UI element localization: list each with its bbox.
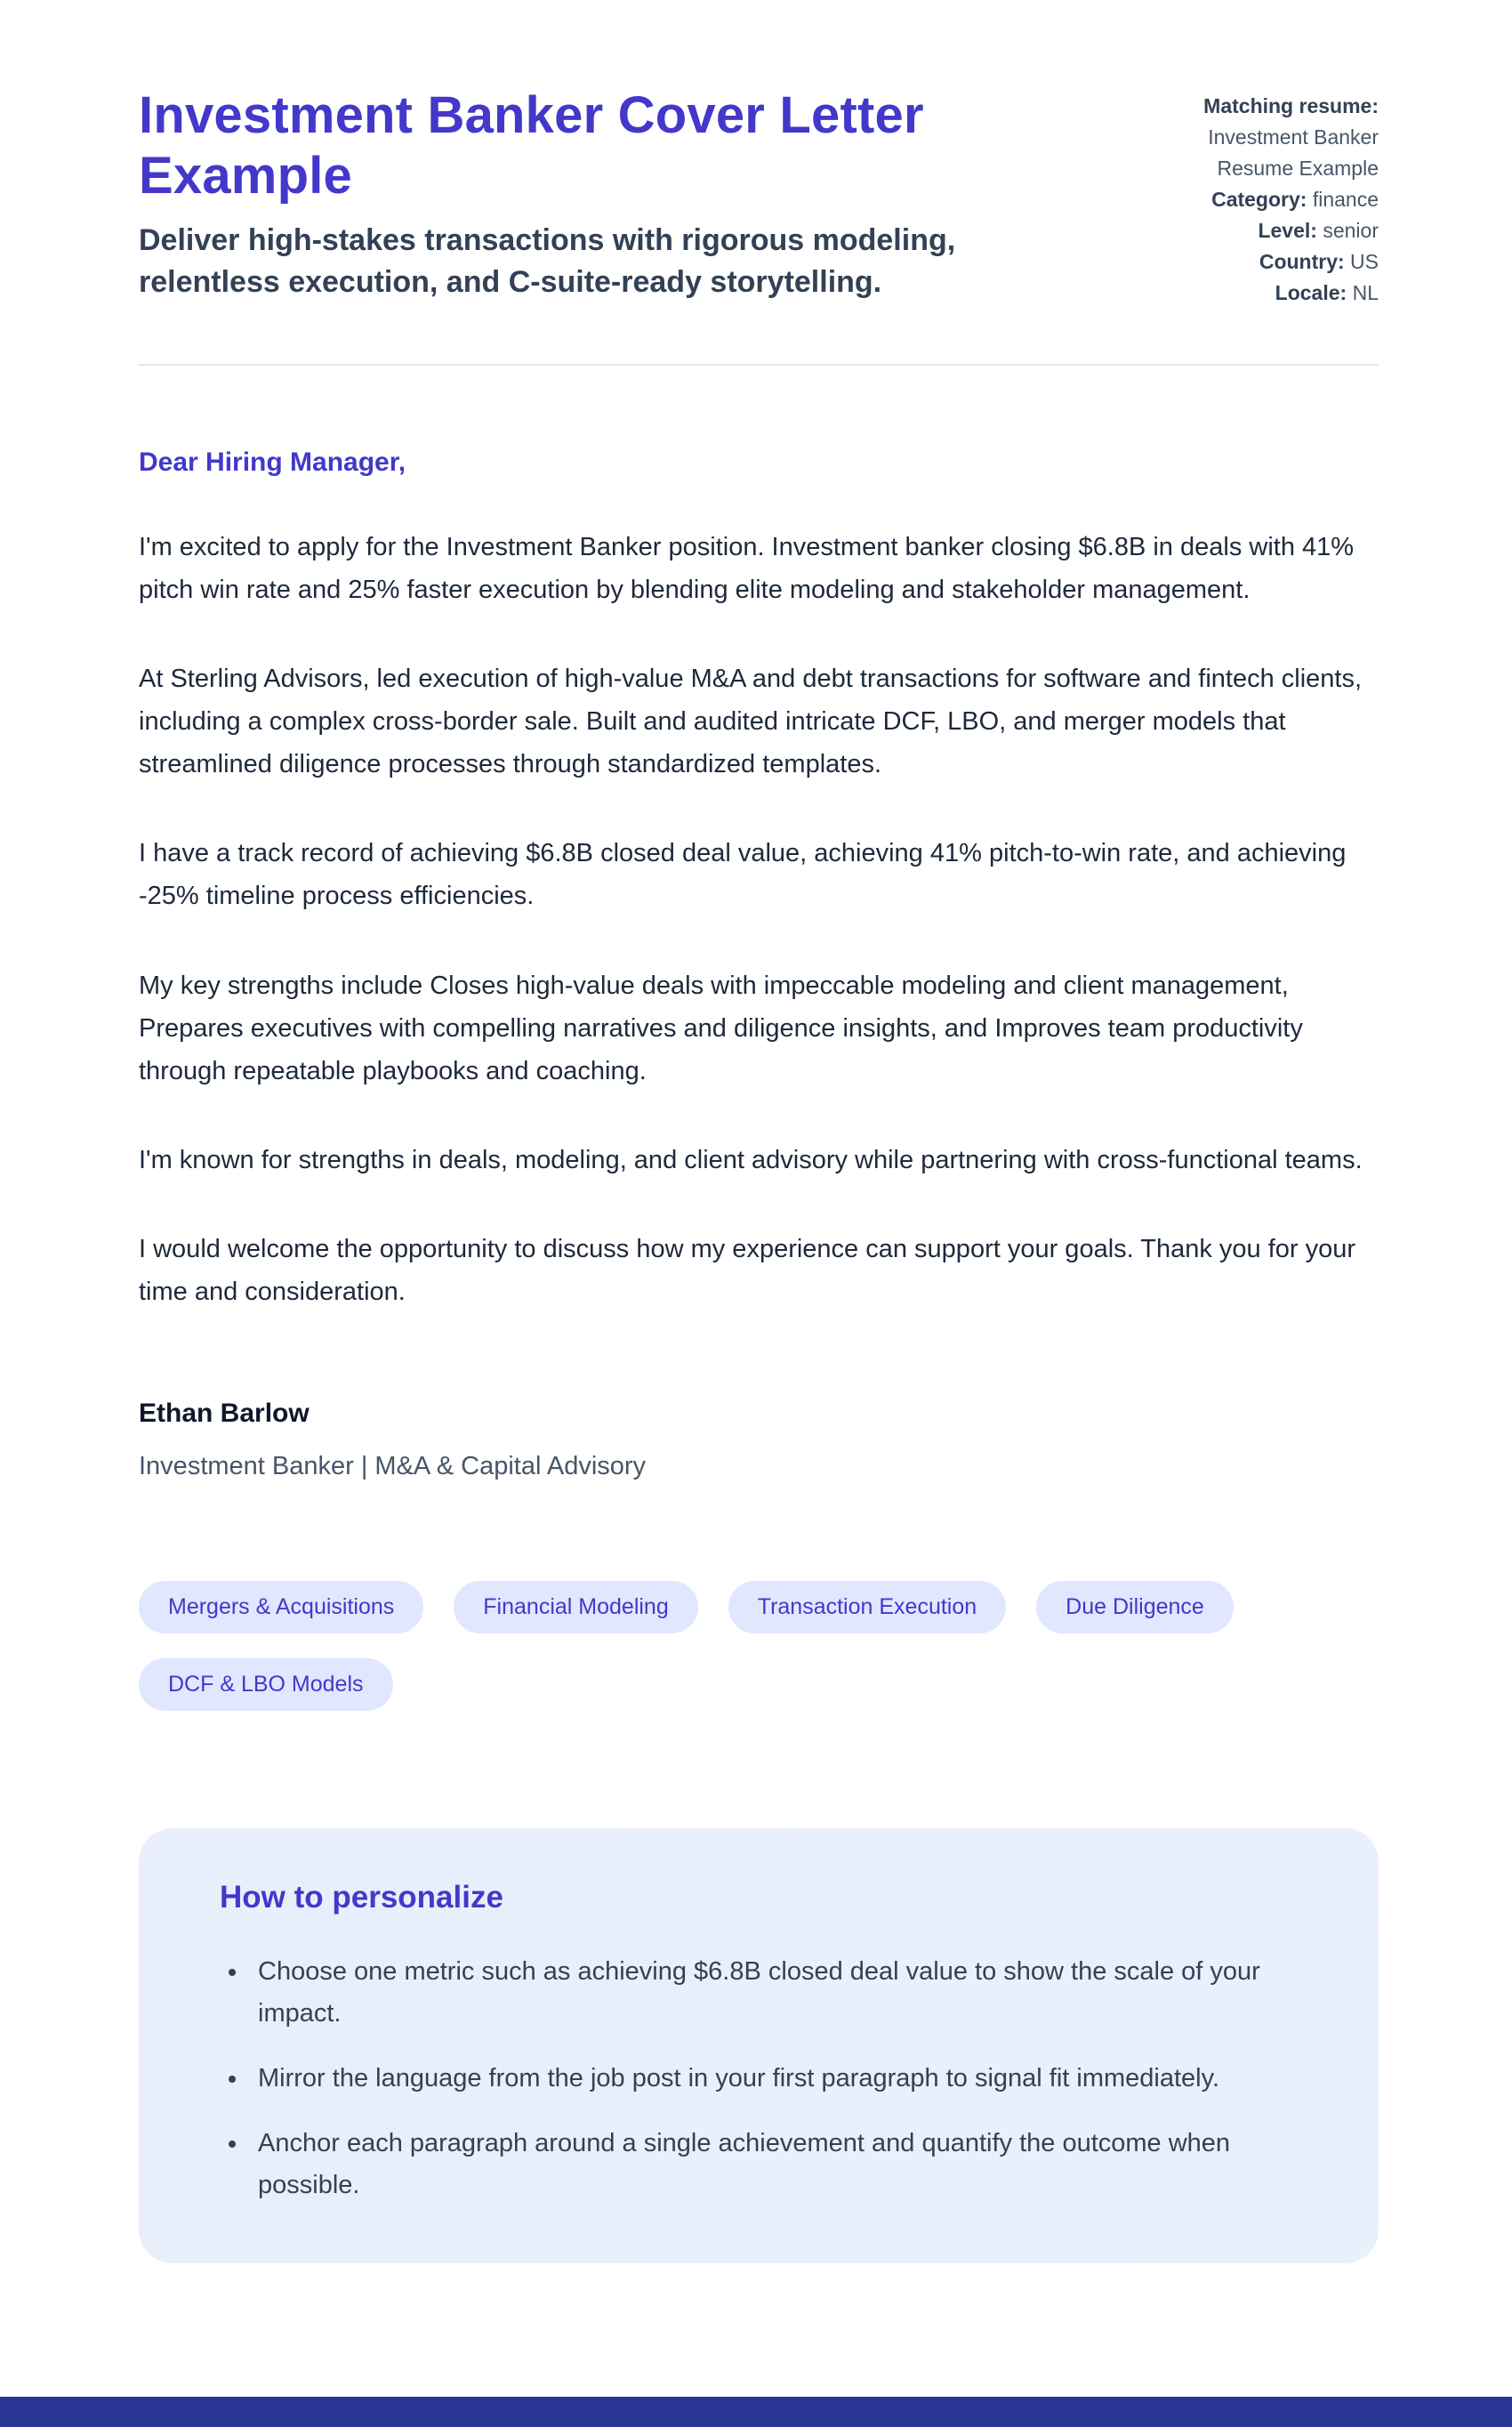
- letter-paragraph: I'm known for strengths in deals, modeling, and client advisory while partnering with cross-functional teams.: [139, 1145, 1363, 1174]
- meta-field: [1156, 215, 1379, 246]
- personalize-box: [139, 1828, 1379, 2263]
- signature-title: Investment Banker | M&A & Capital Advisory: [139, 1452, 647, 1481]
- meta-field-value: senior: [1323, 218, 1379, 242]
- signature-name: Ethan Barlow: [139, 1399, 310, 1429]
- meta-resume-value: Investment Banker Resume Example: [1208, 125, 1379, 180]
- skill-tag: Financial Modeling: [454, 1581, 697, 1633]
- skill-tags: [139, 1581, 1379, 1711]
- letter-paragraph: My key strengths include Closes high-value deals with impeccable modeling and client management, Prepares executives with compelling narratives and diligence insights, and Improves team productivity through repeatable playbooks and coaching.: [139, 971, 1303, 1085]
- personalize-tip: • Mirror the language from the job post in your first paragraph to signal fit immediately.: [249, 2058, 1318, 2100]
- meta-field-label: Category:: [1211, 187, 1307, 211]
- meta-resume-label: Matching resume:: [1203, 94, 1379, 117]
- letter-section: [139, 448, 1379, 1482]
- letter-body: [139, 526, 1379, 1314]
- salutation: Dear Hiring Manager,: [139, 447, 406, 477]
- letter-paragraph: At Sterling Advisors, led execution of high-value M&A and debt transactions for software and fintech clients, including a complex cross-border sale. Built and audited intricate DCF, LBO, and merger models that streamlined diligence processes through standardized templates.: [139, 664, 1363, 779]
- page-title: Investment Banker Cover Letter Example: [139, 86, 924, 206]
- page-header: [139, 85, 1379, 309]
- personalize-tip: • Choose one metric such as achieving $6.8B closed deal value to show the scale of your impact.: [249, 1951, 1318, 2035]
- header-divider: [139, 364, 1379, 366]
- meta-fields: [1156, 184, 1379, 309]
- personalize-tips: [180, 1951, 1318, 2206]
- letter-paragraph: I would welcome the opportunity to discuss how my experience can support your goals. Thank you for your time and consideration.: [139, 1235, 1356, 1307]
- personalize-tip: • Anchor each paragraph around a single achievement and quantify the outcome when possible.: [249, 2123, 1318, 2206]
- meta-field-label: Locale:: [1275, 280, 1347, 304]
- header-title-block: [139, 85, 1082, 303]
- skill-tag: Due Diligence: [1036, 1581, 1234, 1633]
- meta-field: [1156, 184, 1379, 215]
- meta-field: [1156, 246, 1379, 278]
- meta-field-value: NL: [1352, 280, 1379, 304]
- letter-paragraph: I'm excited to apply for the Investment Banker position. Investment banker closing $6.8B in deals with 41% pitch win rate and 25% faster execution by blending elite modeling and stakeholder management.: [139, 532, 1355, 604]
- meta-field-value: US: [1350, 249, 1379, 273]
- skill-tag: Mergers & Acquisitions: [139, 1581, 423, 1633]
- letter-paragraph: I have a track record of achieving $6.8B closed deal value, achieving 41% pitch-to-win rate, and achieving -25% timeline process efficiencies.: [139, 839, 1347, 911]
- meta-field-value: finance: [1312, 187, 1379, 211]
- page-subtitle: Deliver high-stakes transactions with rigorous modeling, relentless execution, and C-suite-ready storytelling.: [139, 222, 956, 299]
- meta-field-label: Level:: [1258, 218, 1317, 242]
- skill-tag: Transaction Execution: [728, 1581, 1006, 1633]
- footer-bar: [0, 2397, 1512, 2427]
- meta-field-label: Country:: [1259, 249, 1345, 273]
- meta-block: [1156, 85, 1379, 309]
- skill-tag: DCF & LBO Models: [139, 1658, 393, 1711]
- meta-field: [1156, 278, 1379, 309]
- personalize-heading: How to personalize: [220, 1880, 503, 1915]
